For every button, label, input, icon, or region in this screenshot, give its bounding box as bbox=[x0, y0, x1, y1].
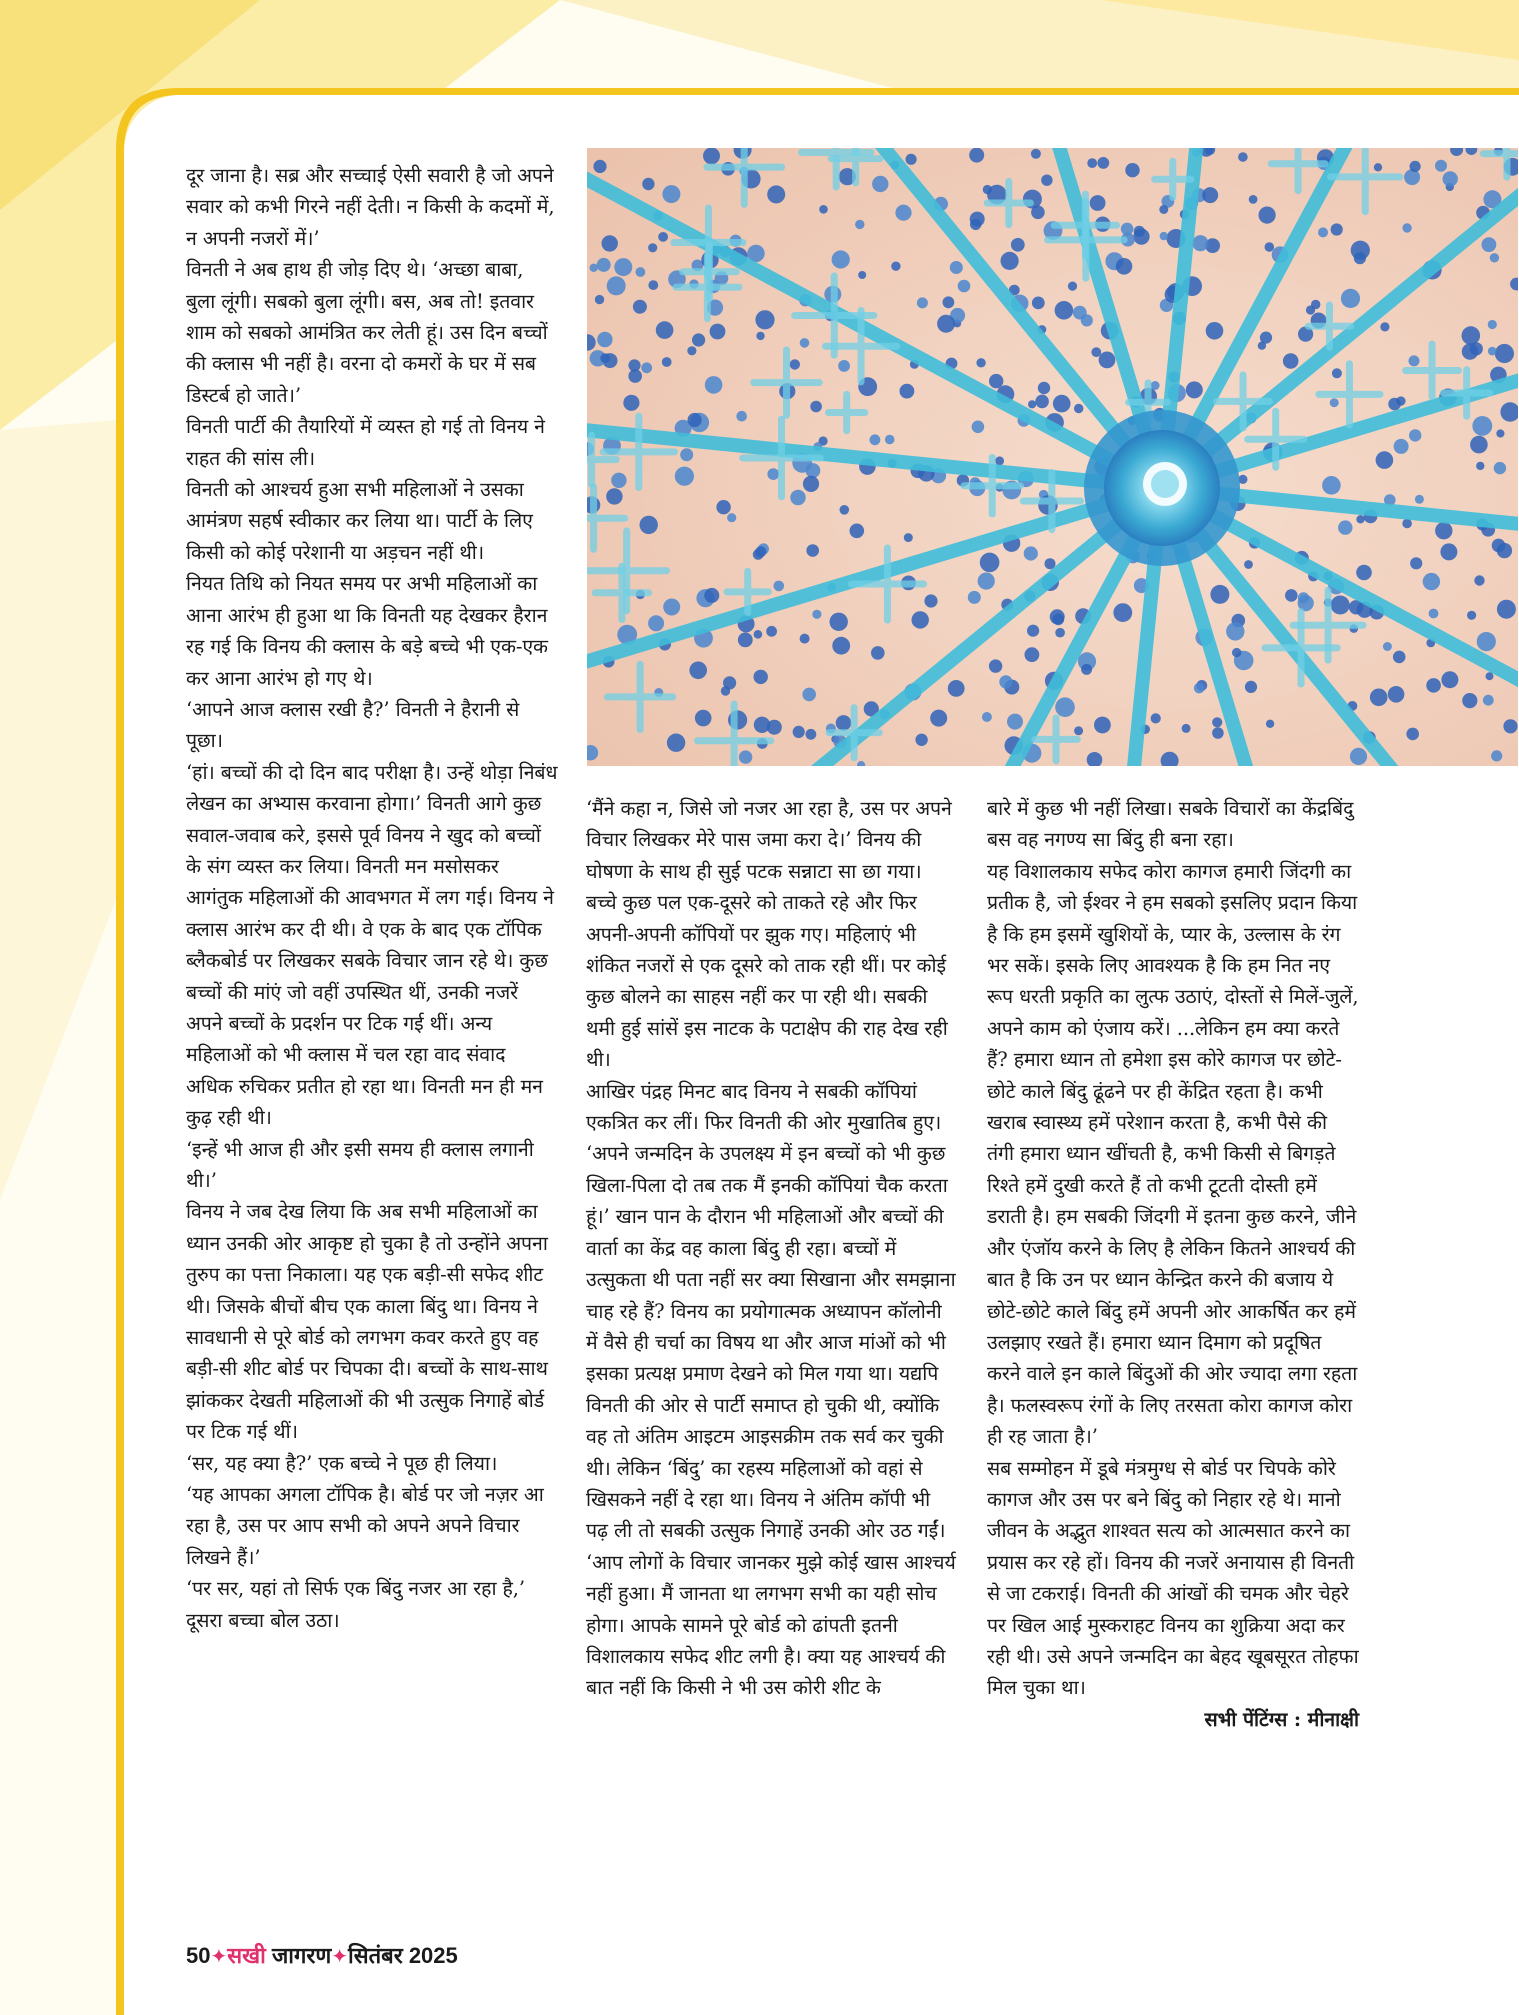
paragraph: ‘अपने जन्मदिन के उपलक्ष्य में इन बच्चों को भी कुछ खिला-पिला दो तब तक मैं इनकी कॉपियां चैक करता हूं।’ खान पान के दौरान भी महिलाओं और बच्चों की वार्ता का केंद्र वह काला बिंदु ही रहा। बच्चों में उत्सुकता थी पता नहीं सर क्या सिखाना और समझाना चाह रहे हैं? विनय का प्रयोगात्मक अध्यापन कॉलोनी में वैसे ही चर्चा का विषय था और आज मांओं को भी इसका प्रत्यक्ष प्रमाण देखने को मिल गया था। यद्यपि विनती की ओर से पार्टी समाप्त हो चुकी थी, क्योंकि वह तो अंतिम आइटम आइसक्रीम तक सर्व कर चुकी थी। लेकिन ‘बिंदु’ का रहस्य महिलाओं को वहां से खिसकने नहीं दे रहा था। विनय ने अंतिम कॉपी भी पढ़ ली तो सबकी उत्सुक निगाहें उनकी ओर उठ गईं। bbox=[586, 1142, 956, 1543]
paragraph: सब सम्मोहन में डूबे मंत्रमुग्ध से बोर्ड पर चिपके कोरे कागज और उस पर बने बिंदु को निहार रहे थे। मानो जीवन के अद्भुत शाश्वत सत्य को आत्मसात करने का प्रयास कर रहे हों। विनय की नजरें अनायास ही विनती से जा टकराई। विनती की आंखों की चमक और चेहरे पर खिल आई मुस्कराहट विनय का शुक्रिया अदा कर रही थी। उसे अपने जन्मदिन का बेहद खूबसूरत तोहफा मिल चुका था। bbox=[987, 1456, 1359, 1700]
issue-date: सितंबर 2025 bbox=[348, 1943, 458, 1968]
article-column-3 bbox=[987, 793, 1359, 1735]
paragraph: बारे में कुछ भी नहीं लिखा। सबके विचारों का केंद्रबिंदु बस वह नगण्य सा बिंदु ही बना रहा। bbox=[987, 797, 1354, 852]
paragraph: ‘आप लोगों के विचार जानकर मुझे कोई खास आश्चर्य नहीं हुआ। मैं जानता था लगभग सभी का यही सोच होगा। आपके सामने पूरे बोर्ड को ढांपती इतनी विशालकाय सफेद शीट लगी है। क्या यह आश्चर्य की बात नहीं कि किसी ने भी उस कोरी शीट के bbox=[586, 1550, 956, 1700]
paragraph: आखिर पंद्रह मिनट बाद विनय ने सबकी कॉपियां एकत्रित कर लीं। फिर विनती की ओर मुखातिब हुए। bbox=[586, 1079, 942, 1135]
paragraph: ‘इन्हें भी आज ही और इसी समय ही क्लास लगानी थी।’ bbox=[186, 1137, 534, 1192]
article-column-1 bbox=[186, 160, 558, 1636]
paragraph: ‘यह आपका अगला टॉपिक है। बोर्ड पर जो नज़र आ रहा है, उस पर आप सभी को अपने अपने विचार लिखने हैं।’ bbox=[186, 1483, 544, 1569]
paragraph: विनती ने अब हाथ ही जोड़ दिए थे। ‘अच्छा बाबा, बुला लूंगी। सबको बुला लूंगी। बस, अब तो! इतवार शाम को सबको आमंत्रित कर लेती हूं। उस दिन बच्चों की क्लास भी नहीं है। वरना दो कमरों के घर में सब डिस्टर्ब हो जाते।’ bbox=[186, 258, 548, 407]
paragraph: ‘मैंने कहा न, जिसे जो नजर आ रहा है, उस पर अपने विचार लिखकर मेरे पास जमा करा दे।’ विनय की घोषणा के साथ ही सुई पटक सन्नाटा सा छा गया। बच्चे कुछ पल एक-दूसरे को ताकते रहे और फिर अपनी-अपनी कॉपियों पर झुक गए। महिलाएं भी शंकित नजरों से एक दूसरे को ताक रही थीं। पर कोई कुछ बोलने का साहस नहीं कर पा रही थी। सबकी थमी हुई सांसें इस नाटक के पटाक्षेप की राह देख रही थी। bbox=[586, 797, 952, 1072]
mandala-painting bbox=[587, 148, 1518, 766]
paragraph: विनती को आश्चर्य हुआ सभी महिलाओं ने उसका आमंत्रण सहर्ष स्वीकार कर लिया था। पार्टी के लिए किसी को कोई परेशानी या अड़चन नहीं थी। bbox=[186, 478, 533, 564]
paragraph: ‘हां। बच्चों की दो दिन बाद परीक्षा है। उन्हें थोड़ा निबंध लेखन का अभ्यास करवाना होगा।’ विनती आगे कुछ सवाल-जवाब करे, इससे पूर्व विनय ने खुद को बच्चों के संग व्यस्त कर लिया। विनती मन मसोसकर आगंतुक महिलाओं की आवभगत में लग गई। विनय ने क्लास आरंभ कर दी थी। वे एक के बाद एक टॉपिक ब्लैकबोर्ड पर लिखकर सबके विचार जान रहे थे। कुछ बच्चों की मांएं जो वहीं उपस्थित थीं, उनकी नजरें अपने बच्चों के प्रदर्शन पर टिक गई थीं। अन्य महिलाओं को भी क्लास में चल रहा वाद संवाद अधिक रुचिकर प्रतीत हो रहा था। विनती मन ही मन कुढ़ रही थी। bbox=[186, 760, 558, 1130]
article-column-2 bbox=[586, 793, 958, 1704]
paragraph: विनय ने जब देख लिया कि अब सभी महिलाओं का ध्यान उनकी ओर आकृष्ट हो चुका है तो उन्होंने अपना तुरुप का पत्ता निकाला। यह एक बड़ी-सी सफेद शीट थी। जिसके बीचों बीच एक काला बिंदु था। विनय ने सावधानी से पूरे बोर्ड को लगभग कवर करते हुए वह बड़ी-सी शीट बोर्ड पर चिपका दी। बच्चों के साथ-साथ झांककर देखती महिलाओं की भी उत्सुक निगाहें बोर्ड पर टिक गई थीं। bbox=[186, 1200, 548, 1444]
paragraph: ‘पर सर, यहां तो सिर्फ एक बिंदु नजर आ रहा है,’ दूसरा बच्चा बोल उठा। bbox=[186, 1577, 525, 1632]
paragraph: दूर जाना है। सब्र और सच्चाई ऐसी सवारी है जो अपने सवार को कभी गिरने नहीं देती। न किसी के कदमों में, न अपनी नजरों में।’ bbox=[186, 164, 555, 250]
brand-name: सखी bbox=[227, 1943, 266, 1969]
star-icon: ✦ bbox=[210, 1946, 228, 1968]
paragraph: नियत तिथि को नियत समय पर अभी महिलाओं का आना आरंभ ही हुआ था कि विनती यह देखकर हैरान रह गई कि विनय की क्लास के बड़े बच्चे भी एक-एक कर आना आरंभ हो गए थे। bbox=[186, 572, 548, 690]
page-footer bbox=[186, 1940, 458, 1970]
paragraph: विनती पार्टी की तैयारियों में व्यस्त हो गई तो विनय ने राहत की सांस ली। bbox=[186, 415, 545, 470]
star-icon: ✦ bbox=[331, 1946, 349, 1968]
paragraph: यह विशालकाय सफेद कोरा कागज हमारी जिंदगी का प्रतीक है, जो ईश्वर ने हम सबको इसलिए प्रदान किया है कि हम इसमें खुशियों के, प्यार के, उल्लास के रंग भर सकें। इसके लिए आवश्यक है कि हम नित नए रूप धरती प्रकृति का लुत्फ उठाएं, दोस्तों से मिलें-जुलें, अपने काम को एंजाय करें। ...लेकिन हम क्या करते हैं? हमारा ध्यान तो हमेशा इस कोरे कागज पर छोटे-छोटे काले बिंदु ढूंढने पर ही केंद्रित रहता है। कभी खराब स्वास्थ्य हमें परेशान करता है, कभी पैसे की तंगी हमारा ध्यान खींचती है, कभी किसी से बिगड़ते रिश्ते हमें दुखी करते हैं तो कभी टूटती दोस्ती हमें डराती है। हम सबकी जिंदगी में इतना कुछ करने, जीने और एंजॉय करने के लिए है लेकिन कितने आश्चर्य की बात है कि उन पर ध्यान केन्द्रित करने की बजाय ये छोटे-छोटे काले बिंदु हमें अपनी ओर आकर्षित कर हमें उलझाए रखते हैं। हमारा ध्यान दिमाग को प्रदूषित करने वाले इन काले बिंदुओं की ओर ज्यादा लगा रहता है। फलस्वरूप रंगों के लिए तरसता कोरा कागज कोरा ही रह जाता है।’ bbox=[987, 859, 1359, 1449]
publication-name: जागरण bbox=[271, 1943, 332, 1968]
painting-credit: सभी पेंटिंग्स : मीनाक्षी bbox=[1204, 1707, 1359, 1731]
page-number: 50 bbox=[186, 1943, 211, 1968]
paragraph: ‘आपने आज क्लास रखी है?’ विनती ने हैरानी से पूछा। bbox=[186, 697, 520, 753]
paragraph: ‘सर, यह क्या है?’ एक बच्चे ने पूछ ही लिया। bbox=[186, 1451, 498, 1475]
